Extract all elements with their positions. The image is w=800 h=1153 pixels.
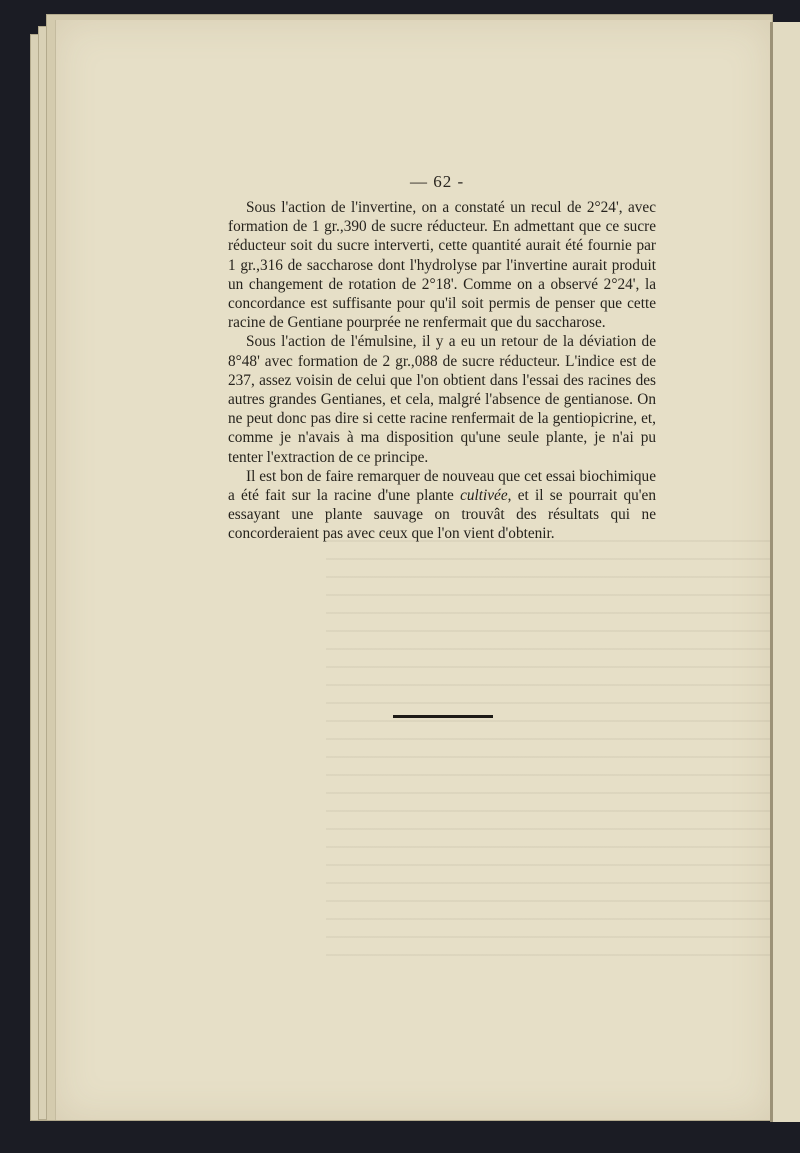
paragraph-invertine: Sous l'action de l'invertine, on a constaté un recul de 2°24', avec formation de 1 gr.,390 de sucre réducteur. En admettant que ce sucre réducteur soit du sucre interverti, cette quantité aurait été fournie par 1 gr.,316 de saccharose dont l'hydrolyse par l'invertine aurait produit un changement de rotation de 2°18'. Comme on a observé 2°24', la concordance est suffisante pour qu'il soit permis de penser que cette racine de Gentiane pourprée ne renfermait que du saccharose. [228, 199, 656, 332]
body-text [228, 198, 656, 544]
facing-page-edge [770, 22, 800, 1122]
page-number: — 62 - [410, 172, 465, 191]
section-end-rule [393, 715, 493, 718]
remark-italic-word: cultivée [460, 487, 508, 505]
paragraph-emulsine: Sous l'action de l'émulsine, il y a eu un retour de la déviation de 8°48' avec formation de 2 gr.,088 de sucre réducteur. L'indice est de 237, assez voisin de celui que l'on obtient dans l'essai des racines des autres grandes Gentianes, et cela, malgré l'absence de gentianose. On ne peut donc pas dire si cette racine renfermait de la gentiopicrine, et, comme je n'avais à ma disposition qu'une seule plante, je n'ai pu tenter l'extraction de ce principe. [228, 333, 656, 466]
remark-text-end: , et il se pourrait qu'en essayant une plante sauvage on trouvât des résultats qui ne concorderaient pas avec ceux que l'on vient d'obtenir. [228, 487, 656, 543]
show-through-text [326, 540, 796, 960]
remark-text-start: Il est bon de faire remarquer de nouveau que cet essai biochimique a été fait sur la racine d'une plante [228, 467, 656, 505]
paragraph-remark [228, 467, 656, 544]
